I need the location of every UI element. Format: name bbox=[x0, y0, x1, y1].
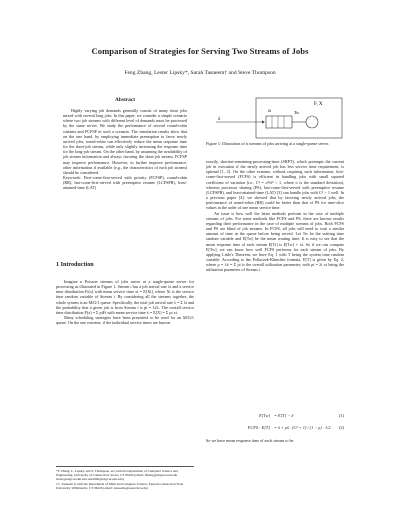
equation-2 bbox=[206, 425, 344, 437]
body-paragraph: exactly, shortest-remaining-processing-time (SRPT), which preempts the current job in execution if the newly arrived job has less service time requirement, is optimal [1, 2]. On the other extreme, without requiring such information, first-come-first-served (FCFS) is efficient in handling jobs with small squared coefficient of variation (i.e., C² = σ²/x̄² < 1, where σ is the standard deviation), whereas processor sharing (PS), last-come-first-served with preemptive resume (LCFSPR), and least-attained-time (LAT) [3] can handle jobs with C² > 1 well. In a previous paper [4], we showed that by favoring newly arrived jobs, the performance of round-robin (RR) could be better than that of PS for time-slice values in the order of one mean service time. bbox=[206, 159, 344, 211]
footnote-tasneem: †S. Tasneem is with the Department of Math and Computer Science, Eastern Connecticut State University, Willimantic, CT 06226 (email: tasneems@easternct.edu) bbox=[56, 482, 184, 491]
figure-1 bbox=[206, 96, 344, 146]
right-column-text bbox=[206, 159, 344, 272]
intro-paragraph: Many scheduling strategies have been presented to be used for an M/G/1 queue. On the one extreme, if the individual service times are known bbox=[56, 315, 194, 326]
intro-paragraph: Imagine n Poisson streams of jobs arrive at a single-queue server for processing as illustrated in Figure 1. Stream i has a job arrival rate λi and a service time distribution Fi(x) with mean service time xi = E[Xi], where Xi is the service time random variable of Stream i. By considering all the streams together, the whole system is an M/G/1 queue. Specifically, the total job arrival rate λ = Σ λi and the probability that a given job is from Stream i is pi = λi/λ. The overall service time distribution F(x) = Σ piFi with mean service time x̄ = E[X] = Σ pi xi. bbox=[56, 279, 194, 315]
abstract-text: Highly varying job demands generally consist of many short jobs mixed with several long jobs. In this paper, we consider a simple scenario where two job streams with different level of demands must be processed by the same server. We study the performance of several round-robin variants and FCFSP in such a scenario. The simulation results show that on the one hand, by employing immediate preemption to favor newly arrived jobs, round-robin can effectively reduce the mean response time for the short-job stream, while only slightly increasing the response time for the long-job stream. On the other hand, by assuming the availability of job stream information and always favoring the short-job stream, FCFSP may improve performance. However, in further improve performance, other information if available (e.g., the characteristics of each job stream) should be considered. bbox=[63, 108, 187, 175]
equation-lhs: FCFS : E[T] bbox=[247, 425, 270, 430]
abstract bbox=[63, 108, 187, 191]
author-list: Feng Zhang, Lester Lipsky*, Sarah Tasneem† and Steve Thompson bbox=[124, 70, 276, 76]
equation-lhs: E[Tw] bbox=[259, 413, 270, 418]
keywords: Keywords: First-come-first-served with priority (FCFSP), round-robin (RR), last-come-first-served with preemptive resume (LCFSPR), least-attained-time (LAT) bbox=[63, 175, 187, 191]
lambda-i-label: λi bbox=[268, 108, 272, 113]
body-text-continued: So we have mean response time of each stream to be bbox=[206, 438, 294, 443]
figure-caption: Figure 1: Illustration of n streams of jobs arriving at a single-queue server. bbox=[206, 141, 330, 146]
introduction-text bbox=[56, 279, 194, 325]
section-heading-introduction: 1 Introduction bbox=[56, 262, 94, 268]
server-circle bbox=[306, 116, 318, 128]
arrow-head-icon bbox=[262, 121, 265, 124]
queue-diagram bbox=[206, 96, 344, 140]
footnote-authors: *F. Zhang, L. Lipsky, and S. Thompson, are with the Department of Computer Science and Engineering, University of Connecticut, Storrs, CT 06269 (email: fzhang@engr.uconn.edu lester@engr.uconn.edu ssst2006@engr.uconn.edu) bbox=[56, 469, 178, 482]
server-box-label: F, X bbox=[314, 102, 323, 107]
abstract-heading: Abstract bbox=[114, 97, 136, 103]
equation-rhs: = E[T] − x̄ bbox=[274, 413, 294, 418]
equation-rhs: = x̄ + ρx̄ · (C² + 1) / (1 − ρ) · 1/2 bbox=[274, 425, 331, 430]
equation-1 bbox=[206, 413, 344, 425]
server-box bbox=[256, 98, 342, 138]
lambda-label: λ bbox=[218, 117, 221, 122]
equations bbox=[206, 413, 344, 437]
paper-title: Comparison of Strategies for Serving Two Streams of Jobs bbox=[91, 46, 309, 56]
equation-number: (2) bbox=[338, 425, 344, 430]
body-paragraph: An issue is how well the latter methods perform in the case of multiple streams of jobs. For some methods like FCFS and PS, there are known results regarding their performance in the case of multiple streams of jobs. Both FCFS and PS are blind of job streams. In FCFS, all jobs will need to wait a similar amount of time in the queue before being served. Let Tw be the waiting time random variable and E[Tw] be the mean waiting time. It is easy to see that the mean response time of each stream E[Ti] is E[Tw] + xi. So if we can compute E[Tw], we can know how well FCFS performs for each stream of jobs. By applying Little's Theorem, we have Eq. 1 with T being the system time random variable. According to the Pollaczek-Khinchin formula, E[T] is given by Eq. 2, where ρ = λx̄ = Σ ρi is the overall utilization parameter, with ρi = λi xi being the utilization parameter of Stream i. bbox=[206, 210, 344, 273]
equation-number: (1) bbox=[338, 413, 344, 418]
tau-label: Tw bbox=[294, 110, 300, 115]
footnotes bbox=[56, 466, 194, 491]
queue-buffer bbox=[266, 116, 292, 128]
